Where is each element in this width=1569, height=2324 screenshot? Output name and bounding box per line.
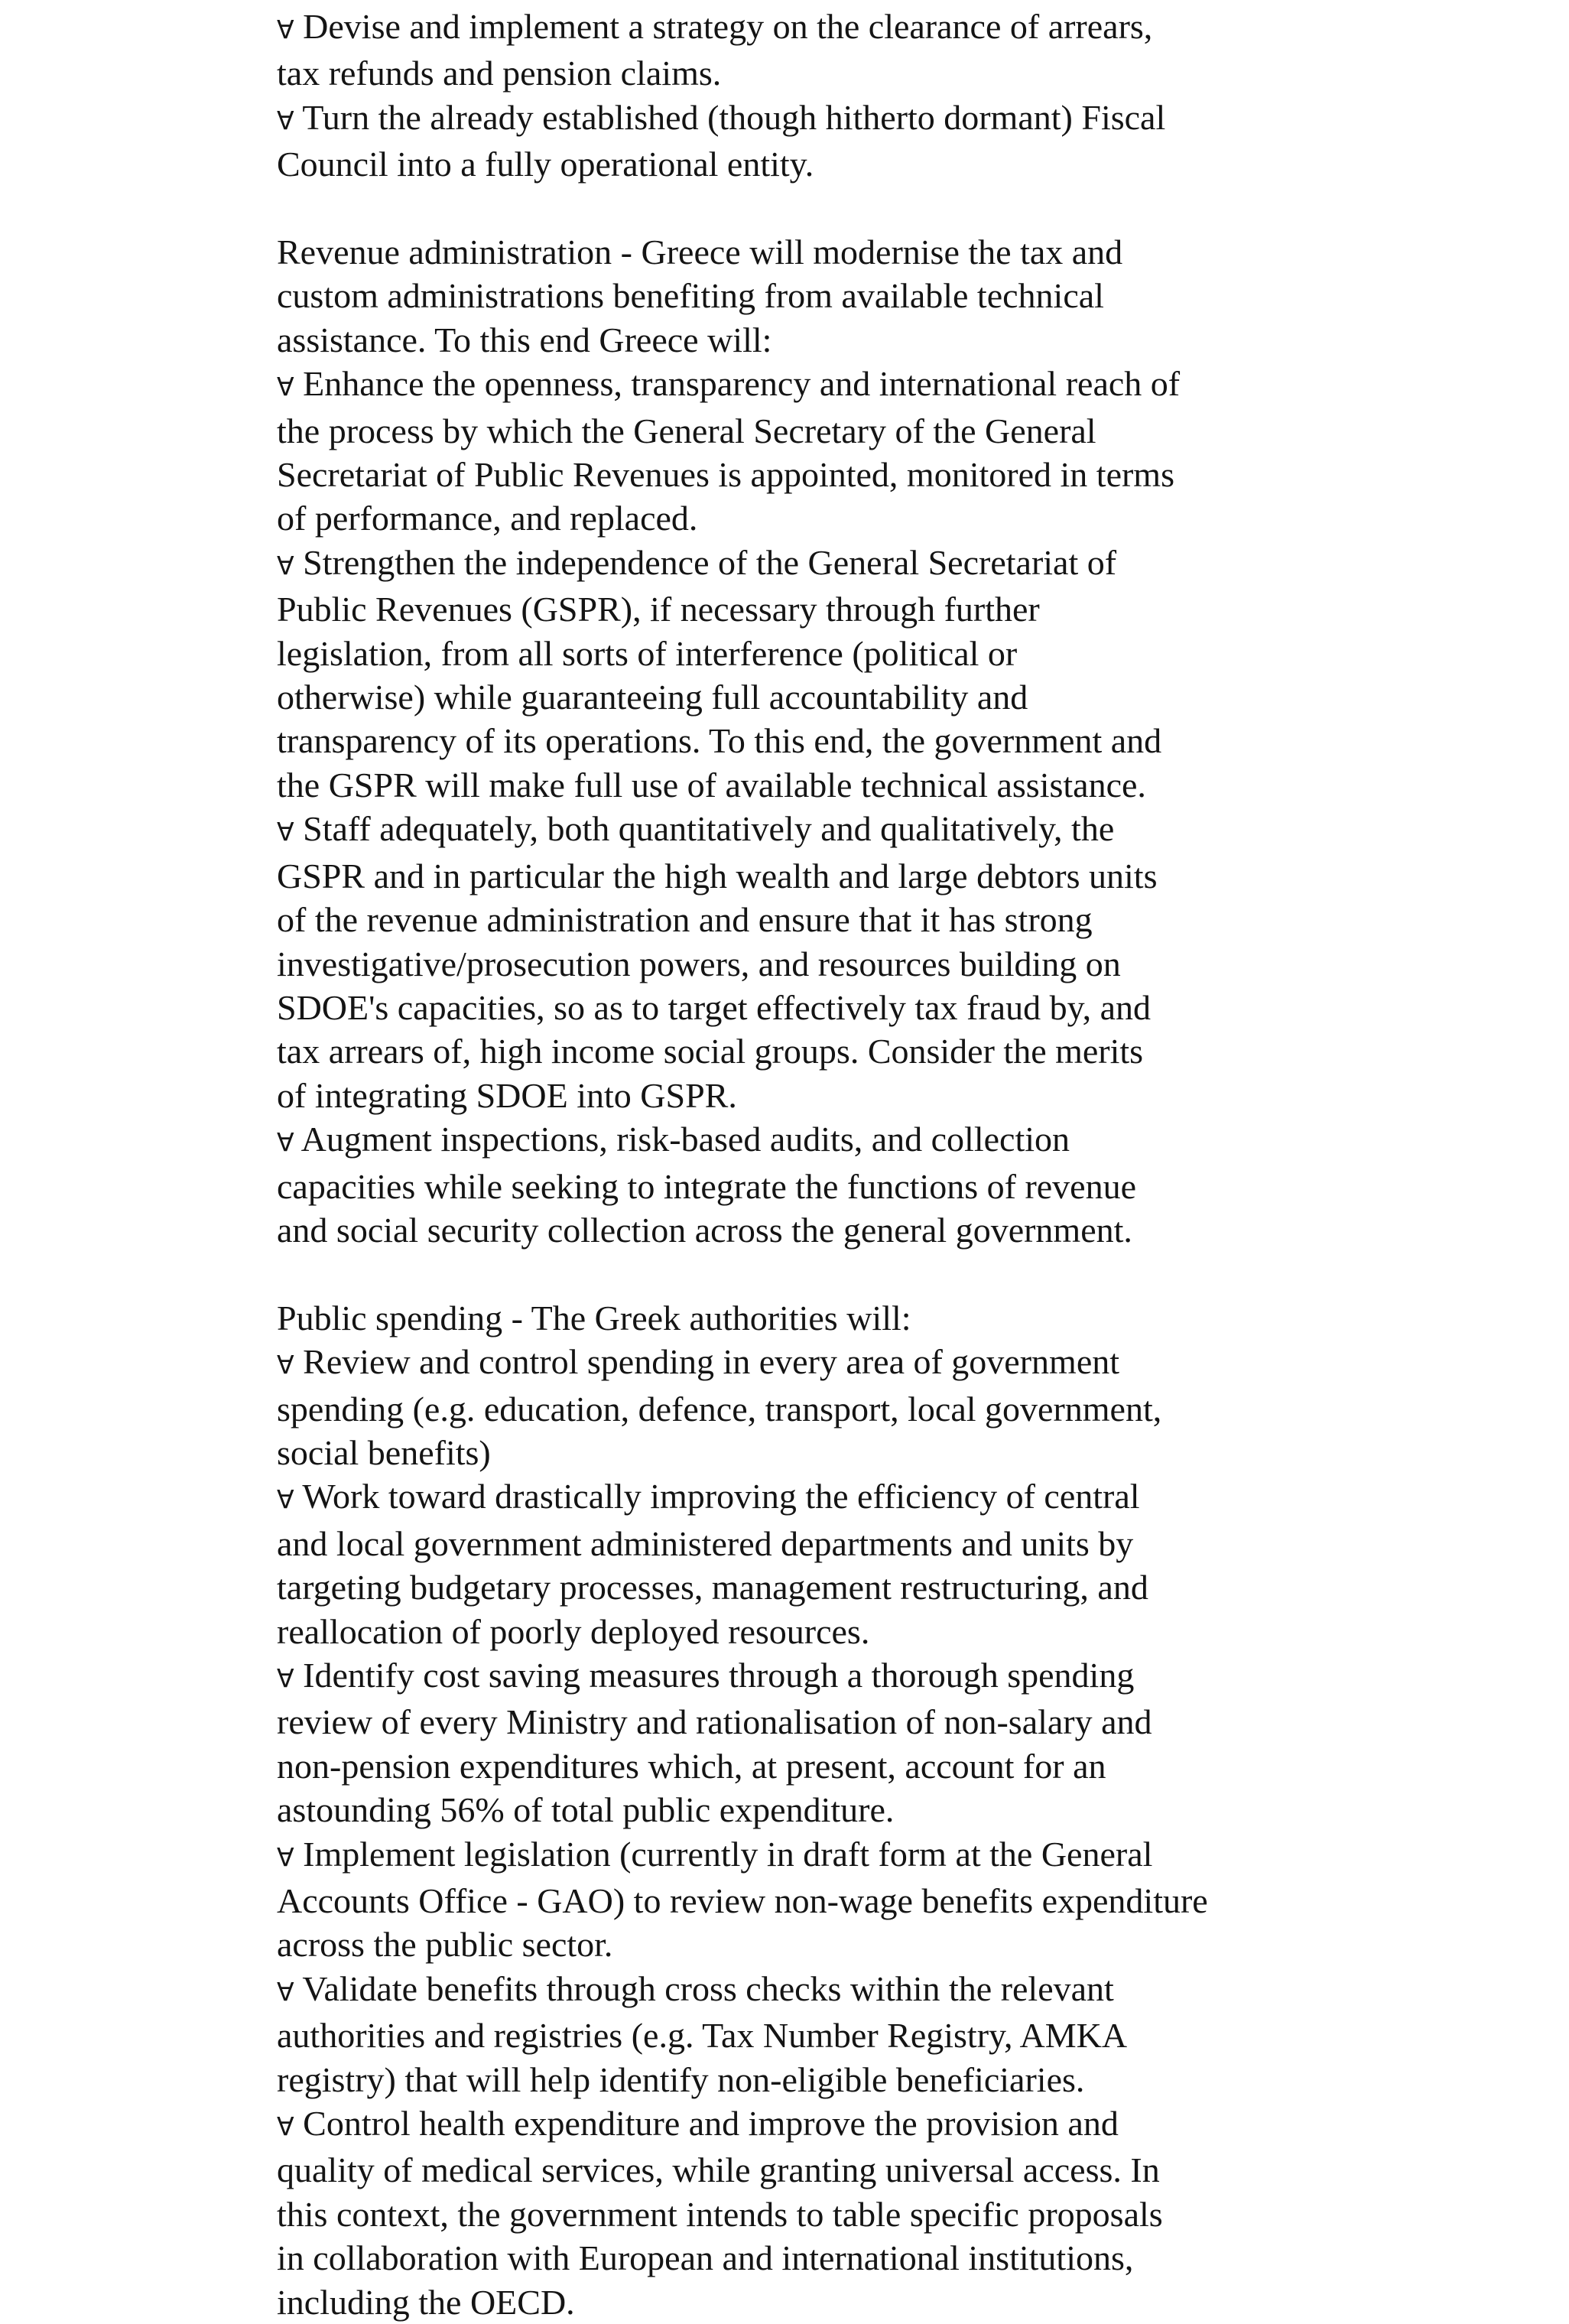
bullet-icon: Ɐ (277, 1484, 294, 1515)
text-line: Public spending - The Greek authorities will: (277, 1298, 911, 1338)
text-line: of the revenue administration and ensure that it has strong (277, 900, 1093, 940)
text-line: investigative/prosecution powers, and resources building on (277, 944, 1121, 983)
text-line: Ɐ Review and control spending in every area of government (277, 1342, 1120, 1382)
text-line: transparency of its operations. To this end, the government and (277, 721, 1162, 761)
text-line: social benefits) (277, 1432, 491, 1472)
text-line: assistance. To this end Greece will: (277, 320, 772, 359)
bullet-icon: Ɐ (277, 550, 294, 580)
text-line: and social security collection across the general government. (277, 1210, 1132, 1250)
text-line: spending (e.g. education, defence, transport, local government, (277, 1389, 1162, 1429)
text-line: quality of medical services, while granting universal access. In (277, 2150, 1160, 2190)
bullet-icon: Ɐ (277, 817, 294, 847)
text-line: Ɐ Implement legislation (currently in draft form at the General (277, 1834, 1153, 1874)
text-line: otherwise) while guaranteeing full accountability and (277, 678, 1028, 717)
text-line: authorities and registries (e.g. Tax Number Registry, AMKA (277, 2016, 1128, 2056)
text-line: in collaboration with European and international institutions, (277, 2238, 1134, 2278)
bullet-item (277, 1474, 1531, 1653)
text-line: registry) that will help identify non-eligible beneficiaries. (277, 2059, 1085, 2099)
text-line: Ɐ Turn the already established (though hitherto dormant) Fiscal (277, 97, 1166, 137)
text-line: capacities while seeking to integrate the functions of revenue (277, 1166, 1137, 1206)
text-line: tax arrears of, high income social groups. Consider the merits (277, 1032, 1144, 1071)
bullet-item (277, 1653, 1531, 1832)
text-line: Public Revenues (GSPR), if necessary through further (277, 590, 1040, 629)
text-line: review of every Ministry and rationalisation of non-salary and (277, 1702, 1152, 1742)
text-line: non-pension expenditures which, at present, account for an (277, 1746, 1106, 1786)
text-line: Ɐ Work toward drastically improving the efficiency of central (277, 1477, 1140, 1516)
bullet-item (277, 807, 1531, 1117)
text-line: the process by which the General Secretary of the General (277, 411, 1096, 450)
text-line: Ɐ Control health expenditure and improve the provision and (277, 2104, 1119, 2144)
text-line: SDOE's capacities, so as to target effectively tax fraud by, and (277, 987, 1152, 1027)
text-line: Ɐ Identify cost saving measures through a thorough spending (277, 1656, 1135, 1695)
text-line: Ɐ Enhance the openness, transparency and international reach of (277, 364, 1181, 404)
text-line: and local government administered departments and units by (277, 1523, 1134, 1563)
bullet-icon: Ɐ (277, 372, 294, 402)
text-line: including the OECD. (277, 2282, 575, 2322)
text-line: reallocation of poorly deployed resources. (277, 1611, 870, 1651)
text-line: Secretariat of Public Revenues is appointed, monitored in terms (277, 455, 1174, 495)
text-line: this context, the government intends to table specific proposals (277, 2194, 1163, 2234)
bullet-item (277, 1340, 1531, 1474)
bullet-icon: Ɐ (277, 1350, 294, 1380)
text-line: Ɐ Devise and implement a strategy on the clearance of arrears, (277, 7, 1153, 46)
text-line: Ɐ Validate benefits through cross checks within the relevant (277, 1968, 1114, 2008)
text-line: Accounts Office - GAO) to review non-wage benefits expenditure (277, 1881, 1208, 1921)
text-line: across the public sector. (277, 1925, 613, 1965)
text-line: Revenue administration - Greece will modernise the tax and (277, 232, 1123, 272)
bullet-icon: Ɐ (277, 1127, 294, 1158)
text-line: of integrating SDOE into GSPR. (277, 1075, 737, 1115)
bullet-icon: Ɐ (277, 1663, 294, 1693)
bullet-icon: Ɐ (277, 1976, 294, 2007)
bullet-item (277, 2101, 1531, 2324)
bullet-icon: Ɐ (277, 15, 294, 44)
text-line: Ɐ Strengthen the independence of the General Secretariat of (277, 542, 1117, 582)
bullet-item (277, 362, 1531, 541)
blank-line (277, 1252, 1531, 1295)
text-line: the GSPR will make full use of available technical assistance. (277, 765, 1146, 804)
text-line: Ɐ Augment inspections, risk-based audits, and collection (277, 1120, 1070, 1159)
paragraph (277, 1296, 1531, 1340)
bullet-item (277, 1117, 1531, 1252)
paragraph (277, 230, 1531, 362)
bullet-icon: Ɐ (277, 1841, 294, 1872)
text-line: of performance, and replaced. (277, 499, 698, 538)
bullet-item (277, 1832, 1531, 1967)
bullet-item (277, 5, 1531, 96)
bullet-item (277, 541, 1531, 807)
text-line: GSPR and in particular the high wealth and large debtors units (277, 856, 1158, 895)
text-line: legislation, from all sorts of interference (political or (277, 633, 1018, 673)
bullet-icon: Ɐ (277, 105, 294, 135)
bullet-item (277, 1967, 1531, 2101)
text-line: targeting budgetary processes, management restructuring, and (277, 1568, 1148, 1607)
text-line: tax refunds and pension claims. (277, 54, 722, 93)
bullet-item (277, 96, 1531, 187)
text-line: Council into a fully operational entity. (277, 145, 814, 184)
text-line: custom administrations benefiting from available technical (277, 276, 1104, 316)
text-line: Ɐ Staff adequately, both quantitatively and qualitatively, the (277, 809, 1115, 849)
text-line: astounding 56% of total public expenditure. (277, 1790, 895, 1830)
bullet-icon: Ɐ (277, 2111, 294, 2142)
text-column (277, 5, 1531, 2324)
blank-line (277, 187, 1531, 230)
